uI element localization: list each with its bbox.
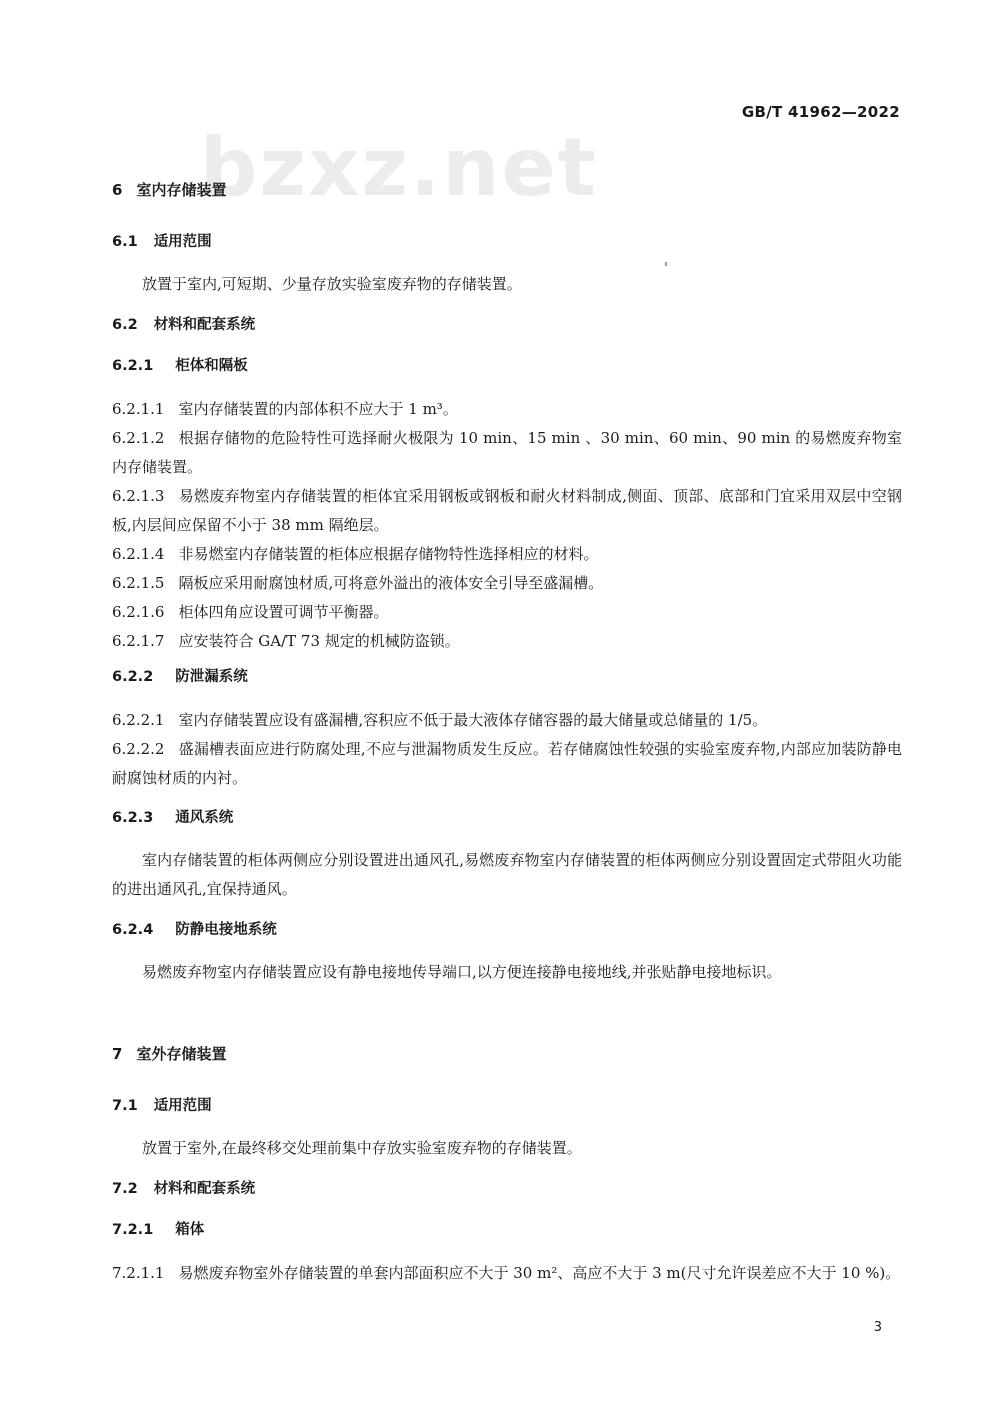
- clause-7-2-1-group: [112, 1259, 902, 1288]
- clause: [112, 735, 902, 793]
- clause-text: 根据存储物的危险特性可选择耐火极限为 10 min、15 min 、30 min、60 min、90 min 的易燃废弃物室内存储装置。: [112, 429, 902, 476]
- section-6-heading: [112, 176, 902, 205]
- section-6-2-4-text: 易燃废弃物室内存储装置应设有静电接地传导端口,以方便连接静电接地线,并张贴静电接地标识。: [142, 963, 782, 981]
- section-7-heading: [112, 1040, 902, 1069]
- clause-number: 6.2.1.7: [112, 632, 165, 650]
- section-number: 6.2: [112, 317, 138, 333]
- clause: [112, 706, 902, 735]
- section-number: 7.2: [112, 1181, 138, 1197]
- clause-number: 7.2.1.1: [112, 1264, 165, 1282]
- section-title: 防静电接地系统: [175, 922, 277, 938]
- section-number: 6: [112, 181, 123, 199]
- section-6-1-text: 放置于室内,可短期、少量存放实验室废弃物的存储装置。: [142, 275, 522, 293]
- section-6-2-3-text: 室内存储装置的柜体两侧应分别设置进出通风孔,易燃废弃物室内存储装置的柜体两侧应分别设置固定式带阻火功能的进出通风孔,宜保持通风。: [112, 851, 902, 898]
- clause-text: 盛漏槽表面应进行防腐处理,不应与泄漏物质发生反应。若存储腐蚀性较强的实验室废弃物,内部应加装防静电耐腐蚀材质的内衬。: [112, 740, 902, 787]
- section-7-2-heading: [112, 1175, 902, 1204]
- clause-number: 6.2.1.3: [112, 487, 165, 505]
- section-number: 7.1: [112, 1098, 138, 1114]
- section-title: 适用范围: [153, 1098, 212, 1114]
- section-number: 6.2.1: [112, 358, 154, 374]
- clause-number: 6.2.1.4: [112, 545, 165, 563]
- standard-code: GB/T 41962—2022: [741, 103, 900, 121]
- clause-6-2-1-group: [112, 395, 902, 656]
- section-6-2-3-heading: [112, 804, 902, 833]
- section-title: 材料和配套系统: [153, 1181, 256, 1197]
- section-6-2-heading: [112, 311, 902, 340]
- page-number: 3: [873, 1320, 882, 1335]
- section-title: 防泄漏系统: [175, 669, 248, 685]
- clause-text: 室内存储装置应设有盛漏槽,容积应不低于最大液体存储容器的最大储量或总储量的 1/5。: [178, 711, 768, 729]
- scan-speck: [665, 262, 667, 266]
- clause: [112, 598, 902, 627]
- section-number: 6.2.3: [112, 810, 154, 826]
- section-6-2-1-heading: [112, 352, 902, 381]
- section-6-2-2-heading: [112, 663, 902, 692]
- section-number: 7: [112, 1045, 123, 1063]
- section-title: 通风系统: [175, 810, 234, 826]
- section-6-1-heading: [112, 228, 902, 257]
- clause-text: 隔板应采用耐腐蚀材质,可将意外溢出的液体安全引导至盛漏槽。: [178, 574, 604, 592]
- clause: [112, 540, 902, 569]
- clause: [112, 395, 902, 424]
- clause-text: 易燃废弃物室内存储装置的柜体宜采用钢板或钢板和耐火材料制成,侧面、顶部、底部和门宜采用双层中空钢板,内层间应保留不小于 38 mm 隔绝层。: [112, 487, 902, 534]
- clause-number: 6.2.1.6: [112, 603, 165, 621]
- clause-text: 室内存储装置的内部体积不应大于 1 m³。: [178, 400, 458, 418]
- section-title: 材料和配套系统: [153, 317, 256, 333]
- clause-number: 6.2.2.2: [112, 740, 165, 758]
- clause-number: 6.2.2.1: [112, 711, 165, 729]
- clause-text: 非易燃室内存储装置的柜体应根据存储物特性选择相应的材料。: [178, 545, 599, 563]
- section-7-2-1-heading: [112, 1216, 902, 1245]
- clause: [112, 482, 902, 540]
- section-title: 室内存储装置: [136, 181, 227, 199]
- clause-number: 6.2.1.5: [112, 574, 165, 592]
- section-number: 7.2.1: [112, 1222, 154, 1238]
- section-number: 6.2.2: [112, 669, 154, 685]
- section-title: 适用范围: [153, 234, 212, 250]
- clause-number: 6.2.1.2: [112, 429, 165, 447]
- clause: [112, 1259, 902, 1288]
- clause: [112, 569, 902, 598]
- section-title: 柜体和隔板: [175, 358, 248, 374]
- clause-text: 应安装符合 GA/T 73 规定的机械防盗锁。: [178, 632, 460, 650]
- section-title: 室外存储装置: [136, 1045, 227, 1063]
- section-7-1-text: 放置于室外,在最终移交处理前集中存放实验室废弃物的存储装置。: [142, 1139, 582, 1157]
- clause: [112, 424, 902, 482]
- section-6-2-4-heading: [112, 916, 902, 945]
- section-number: 6.1: [112, 234, 138, 250]
- watermark: bzxz.net: [200, 121, 598, 214]
- clause-text: 易燃废弃物室外存储装置的单套内部面积应不大于 30 m²、高应不大于 3 m(尺寸允许误差应不大于 10 %)。: [178, 1264, 901, 1282]
- section-number: 6.2.4: [112, 922, 154, 938]
- clause-number: 6.2.1.1: [112, 400, 165, 418]
- clause: [112, 627, 902, 656]
- section-7-1-heading: [112, 1092, 902, 1121]
- section-title: 箱体: [175, 1222, 205, 1238]
- clause-text: 柜体四角应设置可调节平衡器。: [178, 603, 389, 621]
- clause-6-2-2-group: [112, 706, 902, 793]
